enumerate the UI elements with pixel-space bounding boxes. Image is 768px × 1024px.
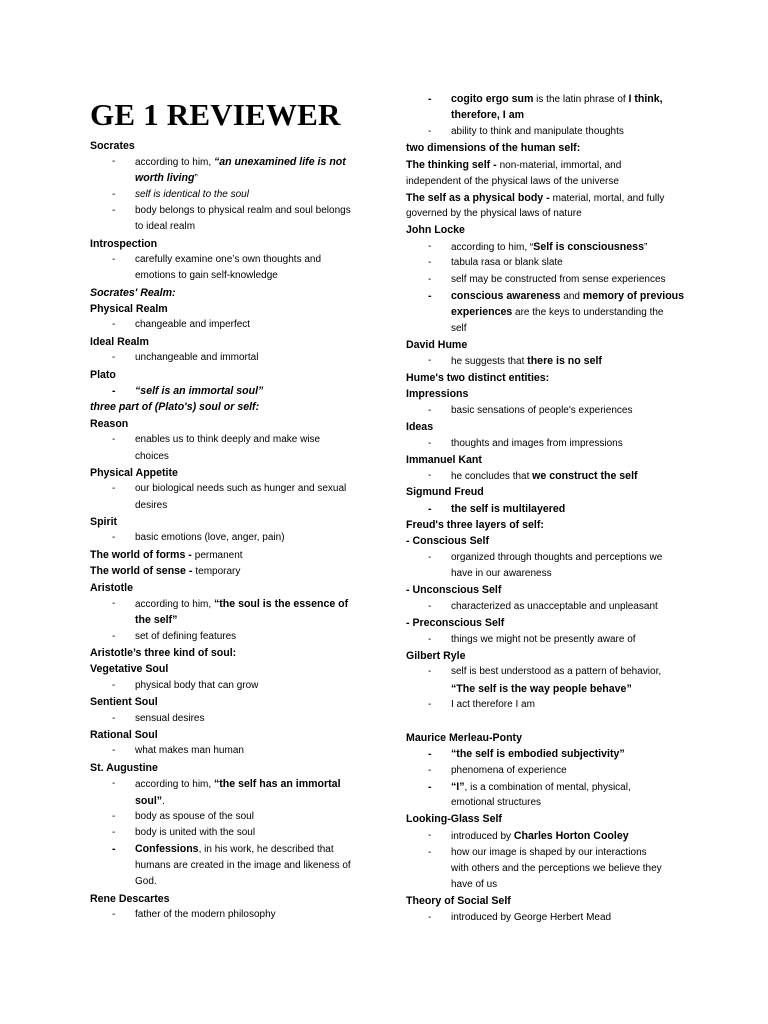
- list-item: [135, 154, 346, 171]
- text: material, mortal, and fully: [552, 193, 665, 204]
- heading-introspection: Introspection: [90, 238, 158, 250]
- bullet-dash: -: [112, 189, 116, 200]
- label: The world of forms -: [90, 549, 195, 561]
- bullet-dash: -: [112, 598, 116, 609]
- heading-unconscious-self: - Unconscious Self: [406, 584, 502, 596]
- bullet-dash: -: [428, 847, 432, 858]
- list-item: “the self is embodied subjectivity”: [451, 748, 625, 760]
- bullet-dash: -: [112, 811, 116, 822]
- list-item: introduced by George Herbert Mead: [451, 912, 612, 923]
- list-item: set of defining features: [135, 631, 237, 642]
- heading-conscious-self: - Conscious Self: [406, 535, 489, 547]
- heading-spirit: Spirit: [90, 516, 118, 528]
- bullet-dash: -: [428, 601, 432, 612]
- heading-looking-glass-self: Looking-Glass Self: [406, 813, 502, 825]
- list-item: I act therefore I am: [451, 699, 535, 710]
- emphasis: cogito ergo sum: [451, 93, 534, 105]
- list-item-continued: with others and the perceptions we believe they: [451, 863, 662, 874]
- emphasis: there is no self: [527, 355, 602, 367]
- list-item-continued: to ideal realm: [135, 221, 196, 232]
- text: introduced by: [451, 831, 514, 842]
- emphasis: Charles Horton Cooley: [513, 830, 629, 842]
- text: , is a combination of mental, physical,: [464, 782, 631, 793]
- list-item-continued: [451, 304, 663, 321]
- quote: “an unexamined life is not: [213, 156, 346, 168]
- bullet-dash: -: [428, 699, 432, 710]
- list-item-continued: emotional structures: [451, 797, 542, 808]
- bullet-dash: -: [428, 748, 432, 760]
- heading-socrates-realm: Socrates' Realm:: [90, 287, 176, 299]
- text: are the keys to understanding the: [512, 307, 664, 318]
- list-item: [451, 353, 602, 370]
- list-item: body as spouse of the soul: [135, 811, 254, 822]
- heading-hume-two: Hume's two distinct entities:: [406, 372, 550, 384]
- heading-david-hume: David Hume: [406, 339, 468, 351]
- label: The thinking self -: [406, 159, 500, 171]
- list-item: sensual desires: [135, 713, 205, 724]
- thinking-self-continued: independent of the physical laws of the universe: [406, 176, 619, 187]
- world-of-sense: [90, 563, 240, 580]
- quote: worth living: [135, 172, 195, 184]
- bullet-dash: -: [428, 241, 432, 252]
- list-item: things we might not be presently aware of: [451, 634, 636, 645]
- heading-ideas: Ideas: [406, 421, 434, 433]
- quote: “the self has an immortal: [213, 778, 341, 790]
- bullet-dash: -: [112, 385, 116, 397]
- list-item-continued: have of us: [451, 879, 498, 890]
- text: .: [162, 796, 165, 807]
- list-item: [451, 288, 684, 305]
- emphasis: I think,: [628, 93, 663, 105]
- list-item: carefully examine one’s own thoughts and: [135, 254, 322, 265]
- list-item: enables us to think deeply and make wise: [135, 434, 321, 445]
- list-item: [135, 776, 341, 793]
- list-item-continued: self: [451, 323, 467, 334]
- heading-physical-realm: Physical Realm: [90, 303, 168, 315]
- text: ”: [194, 173, 198, 184]
- page-title: GE 1 REVIEWER: [90, 97, 341, 132]
- text: non-material, immortal, and: [499, 160, 622, 171]
- bullet-dash: -: [428, 765, 432, 776]
- bullet-dash: -: [428, 257, 432, 268]
- bullet-dash: -: [428, 290, 432, 302]
- bullet-dash: -: [428, 355, 432, 366]
- list-item: body is united with the soul: [135, 827, 256, 838]
- heading-sentient-soul: Sentient Soul: [90, 696, 158, 708]
- text: he concludes that: [451, 471, 533, 482]
- list-item: how our image is shaped by our interactions: [451, 847, 647, 858]
- list-item: [135, 596, 348, 613]
- text: according to him,: [135, 599, 214, 610]
- heading-immanuel-kant: Immanuel Kant: [406, 454, 482, 466]
- text: ”: [643, 242, 648, 253]
- bullet-dash: -: [428, 405, 432, 416]
- heading-gilbert-ryle: Gilbert Ryle: [406, 650, 466, 662]
- heading-theory-social-self: Theory of Social Self: [406, 895, 511, 907]
- bullet-dash: -: [112, 205, 116, 216]
- bullet-dash: -: [112, 156, 116, 167]
- heading-sigmund-freud: Sigmund Freud: [406, 486, 484, 498]
- heading-vegetative-soul: Vegetative Soul: [90, 663, 169, 675]
- list-item: “self is an immortal soul”: [135, 385, 264, 397]
- list-item: father of the modern philosophy: [135, 909, 276, 920]
- list-item: basic emotions (love, anger, pain): [135, 532, 285, 543]
- list-item: self is best understood as a pattern of behavior,: [451, 666, 662, 677]
- list-item-continued: [135, 793, 165, 810]
- list-item: tabula rasa or blank slate: [451, 257, 563, 268]
- list-item: [451, 91, 663, 108]
- label: The world of sense -: [90, 565, 196, 577]
- list-item-continued: humans are created in the image and likeness of: [135, 860, 351, 871]
- text: and: [560, 291, 583, 302]
- bullet-dash: -: [428, 470, 432, 481]
- list-item: [451, 468, 638, 485]
- text: according to him,: [135, 779, 214, 790]
- bullet-dash: -: [428, 93, 432, 105]
- physical-self: [406, 190, 664, 207]
- bullet-dash: -: [112, 319, 116, 330]
- thinking-self: [406, 157, 621, 174]
- bullet-dash: -: [112, 843, 116, 855]
- bullet-dash: -: [112, 532, 116, 543]
- emphasis: “I”: [451, 781, 465, 793]
- emphasis: conscious awareness: [451, 290, 561, 302]
- bullet-dash: -: [112, 909, 116, 920]
- heading-st-augustine: St. Augustine: [90, 762, 158, 774]
- list-item: basic sensations of people's experiences: [451, 405, 633, 416]
- list-item: [135, 841, 334, 858]
- heading-merleau-ponty: Maurice Merleau-Ponty: [406, 732, 522, 744]
- heading-preconscious-self: - Preconscious Self: [406, 617, 505, 629]
- bullet-dash: -: [112, 434, 116, 445]
- bullet-dash: -: [112, 827, 116, 838]
- list-item: ability to think and manipulate thoughts: [451, 126, 624, 137]
- list-item-continued: [135, 170, 198, 187]
- heading-two-dimensions: two dimensions of the human self:: [406, 142, 581, 154]
- bullet-dash: -: [428, 126, 432, 137]
- list-item: characterized as unacceptable and unpleasant: [451, 601, 658, 612]
- bullet-dash: -: [112, 713, 116, 724]
- quote: soul”: [135, 795, 163, 807]
- heading-john-locke: John Locke: [406, 224, 465, 236]
- value: permanent: [194, 550, 243, 561]
- list-item-continued: the self”: [135, 614, 178, 626]
- heading-aristotle: Aristotle: [90, 582, 133, 594]
- bullet-dash: -: [428, 666, 432, 677]
- list-item-continued: choices: [135, 451, 169, 462]
- heading-socrates: Socrates: [90, 140, 135, 152]
- bullet-dash: -: [112, 483, 116, 494]
- heading-rational-soul: Rational Soul: [90, 729, 158, 741]
- bullet-dash: -: [112, 254, 116, 265]
- bullet-dash: -: [428, 781, 432, 793]
- list-item-continued: have in our awareness: [451, 568, 552, 579]
- list-item: organized through thoughts and perceptions we: [451, 552, 663, 563]
- list-item: changeable and imperfect: [135, 319, 251, 330]
- heading-freud-three: Freud's three layers of self:: [406, 519, 544, 531]
- list-item-continued: emotions to gain self-knowledge: [135, 270, 278, 281]
- text: according to him,: [135, 157, 214, 168]
- bullet-dash: -: [112, 680, 116, 691]
- list-item-continued: therefore, I am: [451, 109, 525, 121]
- list-item-continued: God.: [135, 876, 157, 887]
- emphasis: we construct the self: [532, 470, 638, 482]
- heading-plato: Plato: [90, 369, 116, 381]
- heading-rene-descartes: Rene Descartes: [90, 893, 170, 905]
- label: The self as a physical body -: [406, 192, 553, 204]
- text: he suggests that: [451, 356, 528, 367]
- bullet-dash: -: [428, 274, 432, 285]
- emphasis: Self is consciousness: [533, 241, 644, 253]
- list-item: self may be constructed from sense experiences: [451, 274, 666, 285]
- list-item: [451, 828, 629, 845]
- list-item: self is identical to the soul: [135, 189, 249, 200]
- bullet-dash: -: [428, 634, 432, 645]
- list-item: our biological needs such as hunger and sexual: [135, 483, 347, 494]
- list-item: physical body that can grow: [135, 680, 259, 691]
- list-item: phenomena of experience: [451, 765, 567, 776]
- quote: “the soul is the essence of: [213, 598, 349, 610]
- text: is the latin phrase of: [533, 94, 629, 105]
- heading-ideal-realm: Ideal Realm: [90, 336, 149, 348]
- list-item: [451, 239, 647, 256]
- bullet-dash: -: [112, 631, 116, 642]
- list-item-continued: “The self is the way people behave”: [451, 683, 632, 695]
- emphasis: memory of previous: [582, 290, 685, 302]
- world-of-forms: [90, 547, 243, 564]
- bullet-dash: -: [112, 745, 116, 756]
- heading-physical-appetite: Physical Appetite: [90, 467, 178, 479]
- bullet-dash: -: [428, 503, 432, 515]
- bullet-dash: -: [112, 352, 116, 363]
- bullet-dash: -: [428, 552, 432, 563]
- value: temporary: [195, 566, 241, 577]
- list-item: [451, 779, 631, 796]
- list-item: thoughts and images from impressions: [451, 438, 623, 449]
- list-item-continued: desires: [135, 500, 168, 511]
- bullet-dash: -: [428, 830, 432, 841]
- physical-self-continued: governed by the physical laws of nature: [406, 208, 582, 219]
- bullet-dash: -: [112, 778, 116, 789]
- heading-impressions: Impressions: [406, 388, 469, 400]
- list-item: unchangeable and immortal: [135, 352, 259, 363]
- text: according to him, “: [451, 242, 534, 253]
- emphasis: experiences: [451, 306, 513, 318]
- heading-reason: Reason: [90, 418, 129, 430]
- list-item: the self is multilayered: [451, 503, 566, 515]
- bullet-dash: -: [428, 438, 432, 449]
- list-item: body belongs to physical realm and soul belongs: [135, 205, 351, 216]
- text: , in his work, he described that: [198, 844, 334, 855]
- emphasis: Confessions: [135, 843, 199, 855]
- heading-three-part: three part of (Plato's) soul or self:: [90, 401, 260, 413]
- list-item: what makes man human: [135, 745, 244, 756]
- bullet-dash: -: [428, 912, 432, 923]
- heading-aristotle-three: Aristotle’s three kind of soul:: [90, 647, 237, 659]
